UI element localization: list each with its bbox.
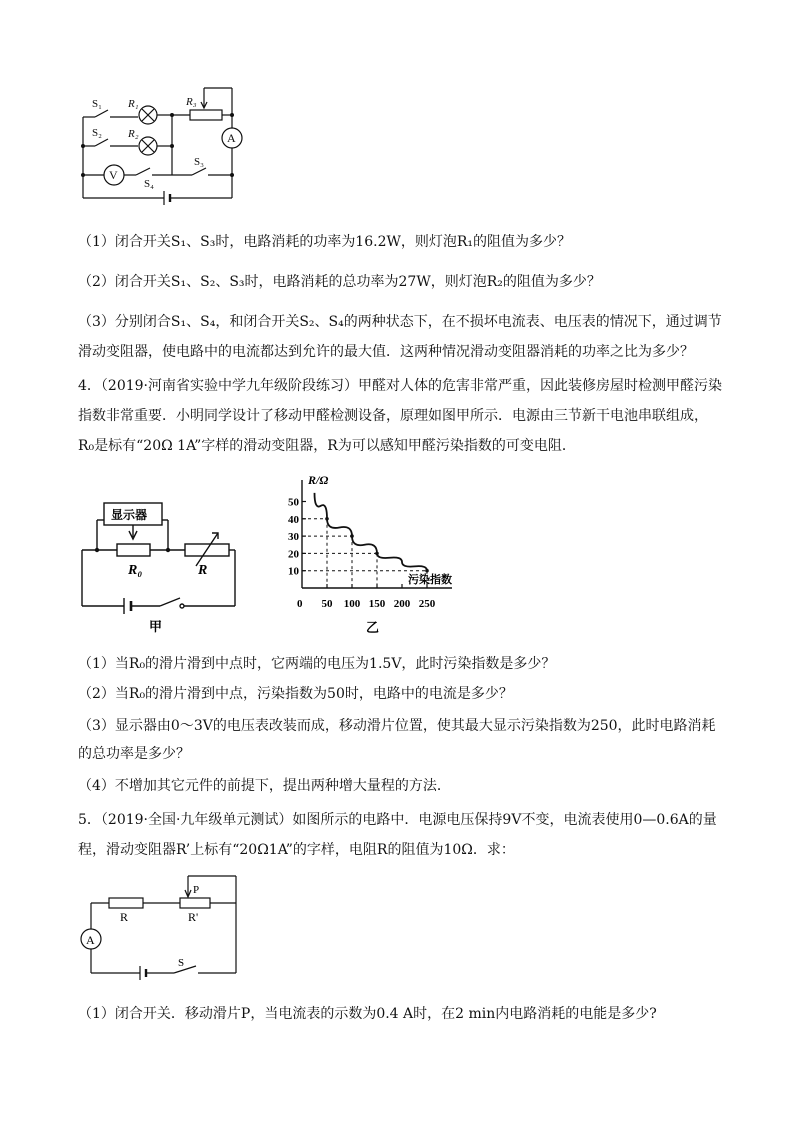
p5-intro-2: 程，滑动变阻器R’上标有“20Ω1A”的字样，电阻R的阻值为10Ω．求： xyxy=(78,842,515,858)
circuit-diagram-jia xyxy=(76,495,246,635)
p5-p-label: P xyxy=(193,884,200,896)
p3-question-1: （1）闭合开关S₁、S₃时，电路消耗的功率为16.2W，则灯泡R₁的阻值为多少？ xyxy=(78,234,572,250)
p5-intro-1: 5．（2019·全国·九年级单元测试）如图所示的电路中．电源电压保持9V不变，电流表使用0—0.6A的量 xyxy=(78,812,717,828)
p4-question-2: （2）当R₀的滑片滑到中点，污染指数为50时，电路中的电流是多少？ xyxy=(78,686,513,702)
y-tick-label-40: 40 xyxy=(288,513,299,526)
p3-question-3: （3）分别闭合S₁、S₄，和闭合开关S₂、S₄的两种状态下，在不损坏电流表、电压表的情况下，通过调节 xyxy=(78,314,722,330)
p5-s-label: S xyxy=(178,957,185,969)
chart-caption: 乙 xyxy=(366,620,380,635)
s1-label: S₁ xyxy=(92,98,102,110)
chart-origin-label: 0 xyxy=(297,598,303,610)
p4-question-3: （3）显示器由0～3V的电压表改装而成，移动滑片位置，使其最大显示污染指数为250，此时电路消耗 xyxy=(78,718,716,734)
chart-xlabel: 污染指数 xyxy=(408,574,452,586)
series-line-0 xyxy=(315,493,428,571)
ammeter-label: A xyxy=(227,131,236,145)
p3-question-3-cont: 滑动变阻器，使电路中的电流都达到允许的最大值．这两种情况滑动变阻器消耗的功率之比为多少？ xyxy=(78,344,694,360)
p5-r-label: R xyxy=(120,910,129,924)
y-tick-label-10: 10 xyxy=(288,565,299,578)
x-tick-label-250: 250 xyxy=(418,598,436,610)
p3-question-2: （2）闭合开关S₁、S₂、S₃时，电路消耗的总功率为27W，则灯泡R₂的阻值为多少？ xyxy=(78,274,601,290)
p4-intro-1: 4．（2019·河南省实验中学九年级阶段练习）甲醛对人体的危害非常严重，因此装修房屋时检测甲醛污染 xyxy=(78,378,722,394)
p4-question-3-cont: 的总功率是多少？ xyxy=(78,746,190,762)
circuit-diagram-1 xyxy=(78,82,248,212)
voltmeter-label: V xyxy=(109,168,118,182)
s3-label: S₃ xyxy=(194,156,204,168)
p5-ammeter-label: A xyxy=(86,933,95,947)
chart-ylabel: R/Ω xyxy=(308,473,329,487)
p4-intro-3: R₀是标有“20Ω 1A”字样的滑动变阻器，R为可以感知甲醛污染指数的可变电阻． xyxy=(78,438,576,454)
r-label: R xyxy=(198,563,208,578)
r0-label: R₀ xyxy=(128,563,143,578)
p4-question-1: （1）当R₀的滑片滑到中点时，它两端的电压为1.5V，此时污染指数是多少？ xyxy=(78,656,556,672)
display-label: 显示器 xyxy=(111,508,148,522)
r2-label: R₂ xyxy=(128,128,139,140)
x-tick-label-150: 150 xyxy=(368,598,386,610)
s4-label: S₄ xyxy=(144,178,154,190)
y-tick-label-20: 20 xyxy=(288,548,299,561)
p4-question-4: （4）不增加其它元件的前提下，提出两种增大量程的方法． xyxy=(78,778,451,794)
chart-yi xyxy=(280,470,510,640)
circuit-diagram-5 xyxy=(76,868,246,980)
y-tick-label-50: 50 xyxy=(288,496,299,509)
x-tick-label-50: 50 xyxy=(321,598,333,610)
r1-label: R₁ xyxy=(128,98,139,110)
y-tick-label-30: 30 xyxy=(288,531,299,544)
caption-jia: 甲 xyxy=(149,619,163,634)
x-tick-label-200: 200 xyxy=(393,598,411,610)
s2-label: S₂ xyxy=(92,127,102,139)
p5-question-1: （1）闭合开关．移动滑片P，当电流表的示数为0.4 A时，在2 min内电路消耗的电能是多少? xyxy=(78,1006,657,1022)
r3-label: R₃ xyxy=(186,96,197,108)
x-tick-label-100: 100 xyxy=(343,598,361,610)
p5-rprime-label: R' xyxy=(188,910,199,924)
p4-intro-2: 指数非常重要．小明同学设计了移动甲醛检测设备，原理如图甲所示．电源由三节新干电池串联组成， xyxy=(78,408,708,424)
